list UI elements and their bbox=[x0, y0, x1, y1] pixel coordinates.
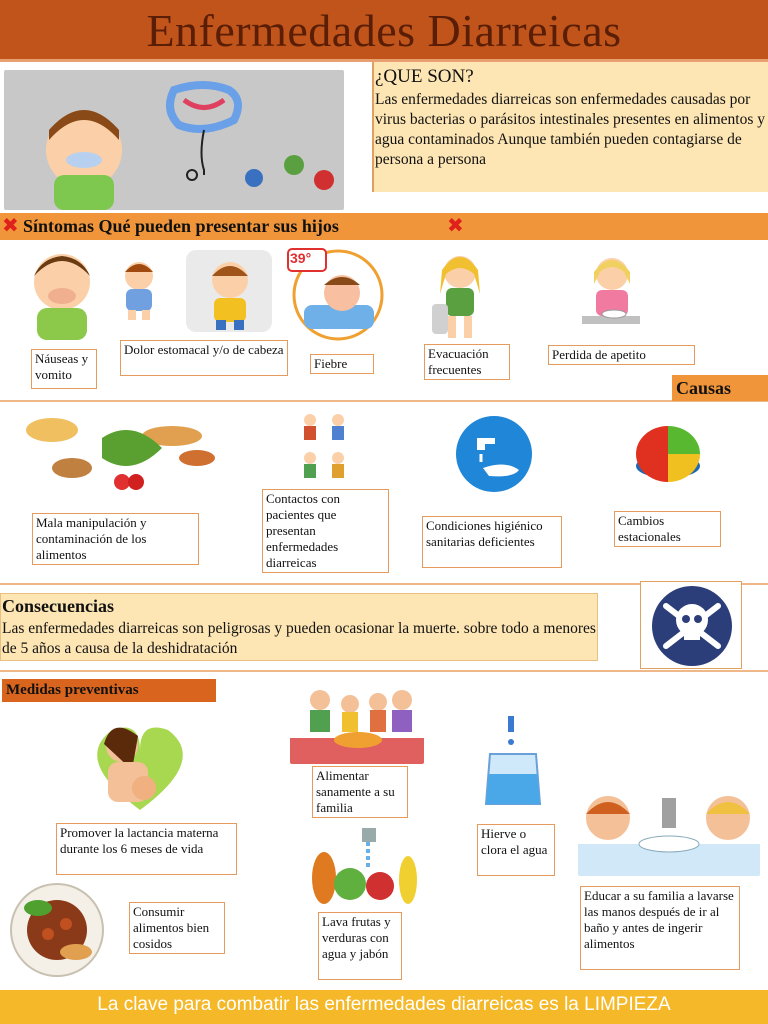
stomachache-illustration bbox=[106, 256, 172, 320]
fever-thermometer-text: 39° bbox=[290, 250, 312, 266]
water-jug-illustration bbox=[480, 714, 546, 812]
food-illustration bbox=[12, 408, 222, 494]
handwash-icon bbox=[455, 410, 533, 498]
sintoma-label: Náuseas y vomito bbox=[31, 349, 97, 389]
medida-label: Alimentar sanamente a su familia bbox=[312, 766, 408, 818]
causas-heading: Causas bbox=[676, 378, 732, 398]
causa-label: Mala manipulación y contaminación de los alimentos bbox=[32, 513, 199, 565]
sintoma-label: Evacuación frecuentes bbox=[424, 344, 510, 380]
appetite-loss-illustration bbox=[578, 244, 644, 336]
medida-label: Promover la lactancia materna durante los 6 meses de vida bbox=[56, 823, 237, 875]
divider bbox=[0, 400, 768, 402]
cooked-food-illustration bbox=[8, 878, 106, 978]
sintoma-label: Fiebre bbox=[310, 354, 374, 374]
sintoma-label: Dolor estomacal y/o de cabeza bbox=[120, 340, 288, 376]
medida-label: Educar a su familia a lavarse las manos después de ir al baño y antes de ingerir alimentos bbox=[580, 886, 740, 970]
consecuencias-text: Las enfermedades diarreicas son peligrosas y pueden ocasionar la muerte. sobre todo a menores de 5 años a causa de la deshidratación bbox=[2, 620, 596, 657]
medidas-heading: Medidas preventivas bbox=[6, 682, 139, 698]
nausea-illustration bbox=[22, 246, 102, 340]
que-son-heading: ¿QUE SON? bbox=[375, 66, 474, 87]
causa-label: Cambios estacionales bbox=[614, 511, 721, 547]
medida-label: Hierve o clora el agua bbox=[477, 824, 555, 876]
pie-chart-icon bbox=[630, 418, 708, 490]
consecuencias-heading: Consecuencias bbox=[2, 596, 114, 616]
x-icon: ✖ bbox=[447, 213, 464, 237]
causa-label: Condiciones higiénico sanitarias deficientes bbox=[422, 516, 562, 568]
medida-label: Lava frutas y verduras con agua y jabón bbox=[318, 912, 402, 980]
headache-illustration bbox=[186, 250, 272, 332]
contacts-illustration bbox=[294, 410, 356, 490]
intestine-illustration bbox=[4, 70, 344, 210]
medida-label: Consumir alimentos bien cosidos bbox=[129, 902, 225, 954]
causa-label: Contactos con pacientes que presentan enfermedades diarreicas bbox=[262, 489, 389, 573]
que-son-text: Las enfermedades diarreicas son enfermedades causadas por virus bacterias o parásitos intestinales presentes en alimentos y agua contaminados Aunque también pueden contagiarse de persona a persona bbox=[375, 91, 765, 168]
footer-text: La clave para combatir las enfermedades diarreicas es la LIMPIEZA bbox=[97, 994, 671, 1015]
breastfeeding-illustration bbox=[82, 710, 198, 822]
sintoma-label: Perdida de apetito bbox=[548, 345, 695, 365]
sintomas-heading: Síntomas Qué pueden presentar sus hijos bbox=[23, 216, 339, 236]
washing-vegetables-illustration bbox=[302, 828, 426, 912]
family-eating-illustration bbox=[290, 682, 424, 764]
kids-handwashing-illustration bbox=[578, 784, 760, 876]
x-icon: ✖ bbox=[2, 213, 19, 237]
divider bbox=[0, 670, 768, 672]
skull-icon bbox=[648, 584, 736, 668]
diarrhea-toilet-illustration bbox=[426, 244, 494, 342]
page-title: Enfermedades Diarreicas bbox=[146, 5, 622, 56]
